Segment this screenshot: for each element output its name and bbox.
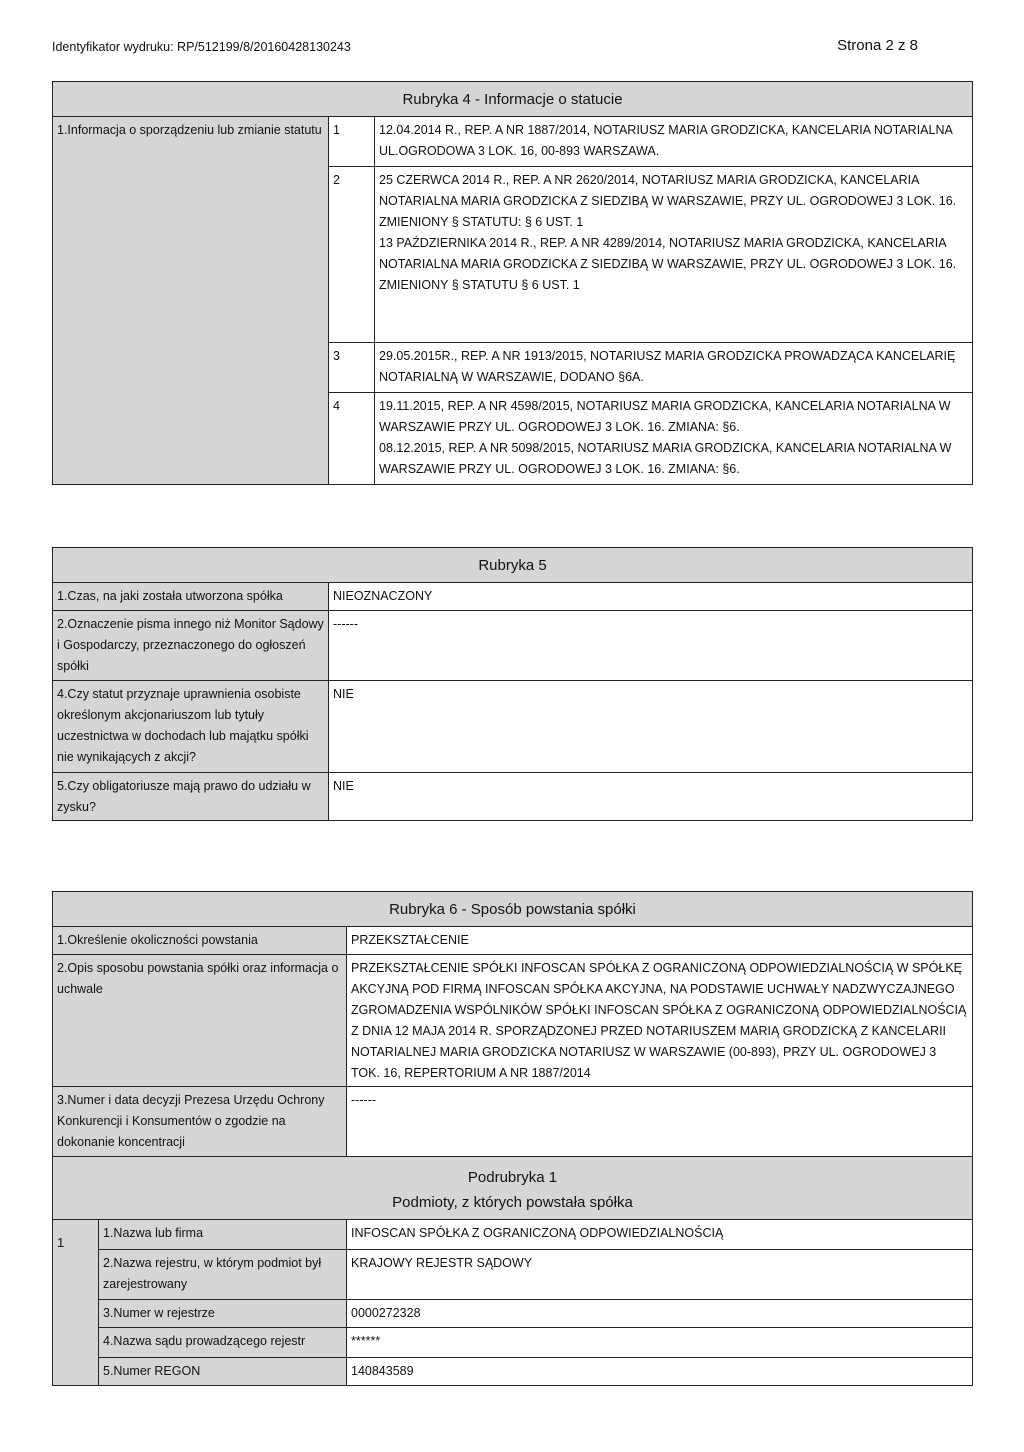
field-value: ------ [329, 611, 973, 681]
field-value: NIEOZNACZONY [329, 583, 973, 611]
entry-number: 1 [329, 117, 375, 167]
entry-number: 4 [329, 393, 375, 485]
podrubryka-title-line2: Podmioty, z których powstała spółka [392, 1194, 633, 1211]
rubryka-4-table [52, 81, 973, 485]
field-value: NIE [329, 773, 973, 821]
field-value: ****** [347, 1328, 973, 1358]
field-label: 5.Czy obligatoriusze mają prawo do udziału w zysku? [53, 773, 329, 821]
statute-info-label: 1.Informacja o sporządzeniu lub zmianie statutu [53, 117, 329, 485]
field-value: PRZEKSZTAŁCENIE SPÓŁKI INFOSCAN SPÓŁKA Z OGRANICZONĄ ODPOWIEDZIALNOŚCIĄ W SPÓŁKĘ AKCYJNĄ POD FIRMĄ INFOSCAN SPÓŁKA AKCYJNA, NA PODSTAWIE UCHWAŁY NADZWYCZAJNEGO ZGROMADZENIA WSPÓLNIKÓW SPÓŁKI INFOSCAN SPÓŁKA Z OGRANICZONĄ ODPOWIEDZIALNOŚCIĄ Z DNIA 12 MAJA 2014 R. SPORZĄDZONEJ PRZED NOTARIUSZEM MARIĄ GRODZICKĄ Z KANCELARII NOTARIALNEJ MARIA GRODZICKA NOTARIUSZ W WARSZAWIE (00-893), PRZY UL. OGRODOWEJ 3 TOK. 16, REPERTORIUM A NR 1887/2014 [347, 955, 973, 1087]
field-value: 0000272328 [347, 1300, 973, 1328]
field-label: 4.Nazwa sądu prowadzącego rejestr [99, 1328, 347, 1358]
statute-entry-text: 29.05.2015R., REP. A NR 1913/2015, NOTARIUSZ MARIA GRODZICKA PROWADZĄCA KANCELARIĘ NOTARIALNĄ W WARSZAWIE, DODANO §6A. [375, 343, 973, 393]
print-identifier: Identyfikator wydruku: RP/512199/8/20160428130243 [52, 40, 351, 54]
field-value: 140843589 [347, 1358, 973, 1386]
field-label: 3.Numer i data decyzji Prezesa Urzędu Ochrony Konkurencji i Konsumentów o zgodzie na dokonanie koncentracji [53, 1087, 347, 1157]
field-label: 1.Nazwa lub firma [99, 1220, 347, 1250]
field-value: INFOSCAN SPÓŁKA Z OGRANICZONĄ ODPOWIEDZIALNOŚCIĄ [347, 1220, 973, 1250]
field-label: 2.Opis sposobu powstania spółki oraz informacja o uchwale [53, 955, 347, 1087]
podrubryka-1-title [53, 1157, 973, 1220]
field-value: NIE [329, 681, 973, 773]
field-label: 1.Czas, na jaki została utworzona spółka [53, 583, 329, 611]
entity-entry-number: 1 [53, 1220, 99, 1386]
rubryka-5-table [52, 547, 973, 821]
field-label: 2.Nazwa rejestru, w którym podmiot był zarejestrowany [99, 1250, 347, 1300]
field-label: 5.Numer REGON [99, 1358, 347, 1386]
field-label: 1.Określenie okoliczności powstania [53, 927, 347, 955]
rubryka-4-title: Rubryka 4 - Informacje o statucie [53, 82, 973, 117]
podrubryka-title-line1: Podrubryka 1 [467, 1169, 558, 1186]
entry-number: 3 [329, 343, 375, 393]
field-value: KRAJOWY REJESTR SĄDOWY [347, 1250, 973, 1300]
statute-entry-text: 19.11.2015, REP. A NR 4598/2015, NOTARIUSZ MARIA GRODZICKA, KANCELARIA NOTARIALNA W WARSZAWIE PRZY UL. OGRODOWEJ 3 LOK. 16. ZMIANA: §6. 08.12.2015, REP. A NR 5098/2015, NOTARIUSZ MARIA GRODZICKA, KANCELARIA NOTARIALNA W WARSZAWIE PRZY UL. OGRODOWEJ 3 LOK. 16. ZMIANA: §6. [375, 393, 973, 485]
entry-number: 2 [329, 167, 375, 343]
field-value: PRZEKSZTAŁCENIE [347, 927, 973, 955]
field-value: ------ [347, 1087, 973, 1157]
field-label: 4.Czy statut przyznaje uprawnienia osobiste określonym akcjonariuszom lub tytuły uczestnictwa w dochodach lub majątku spółki nie wynikających z akcji? [53, 681, 329, 773]
field-label: 2.Oznaczenie pisma innego niż Monitor Sądowy i Gospodarczy, przeznaczonego do ogłoszeń spółki [53, 611, 329, 681]
statute-entry-text: 25 CZERWCA 2014 R., REP. A NR 2620/2014, NOTARIUSZ MARIA GRODZICKA, KANCELARIA NOTARIALNA MARIA GRODZICKA Z SIEDZIBĄ W WARSZAWIE, PRZY UL. OGRODOWEJ 3 LOK. 16. ZMIENIONY § STATUTU: § 6 UST. 1 13 PAŹDZIERNIKA 2014 R., REP. A NR 4289/2014, NOTARIUSZ MARIA GRODZICKA, KANCELARIA NOTARIALNA MARIA GRODZICKA Z SIEDZIBĄ W WARSZAWIE, PRZY UL. OGRODOWEJ 3 LOK. 16. ZMIENIONY § STATUTU § 6 UST. 1 [375, 167, 973, 343]
statute-entry-text: 12.04.2014 R., REP. A NR 1887/2014, NOTARIUSZ MARIA GRODZICKA, KANCELARIA NOTARIALNA UL.OGRODOWA 3 LOK. 16, 00-893 WARSZAWA. [375, 117, 973, 167]
rubryka-6-title: Rubryka 6 - Sposób powstania spółki [53, 892, 973, 927]
page-number: Strona 2 z 8 [837, 37, 918, 54]
rubryka-6-table [52, 891, 973, 1386]
rubryka-5-title: Rubryka 5 [53, 548, 973, 583]
field-label: 3.Numer w rejestrze [99, 1300, 347, 1328]
